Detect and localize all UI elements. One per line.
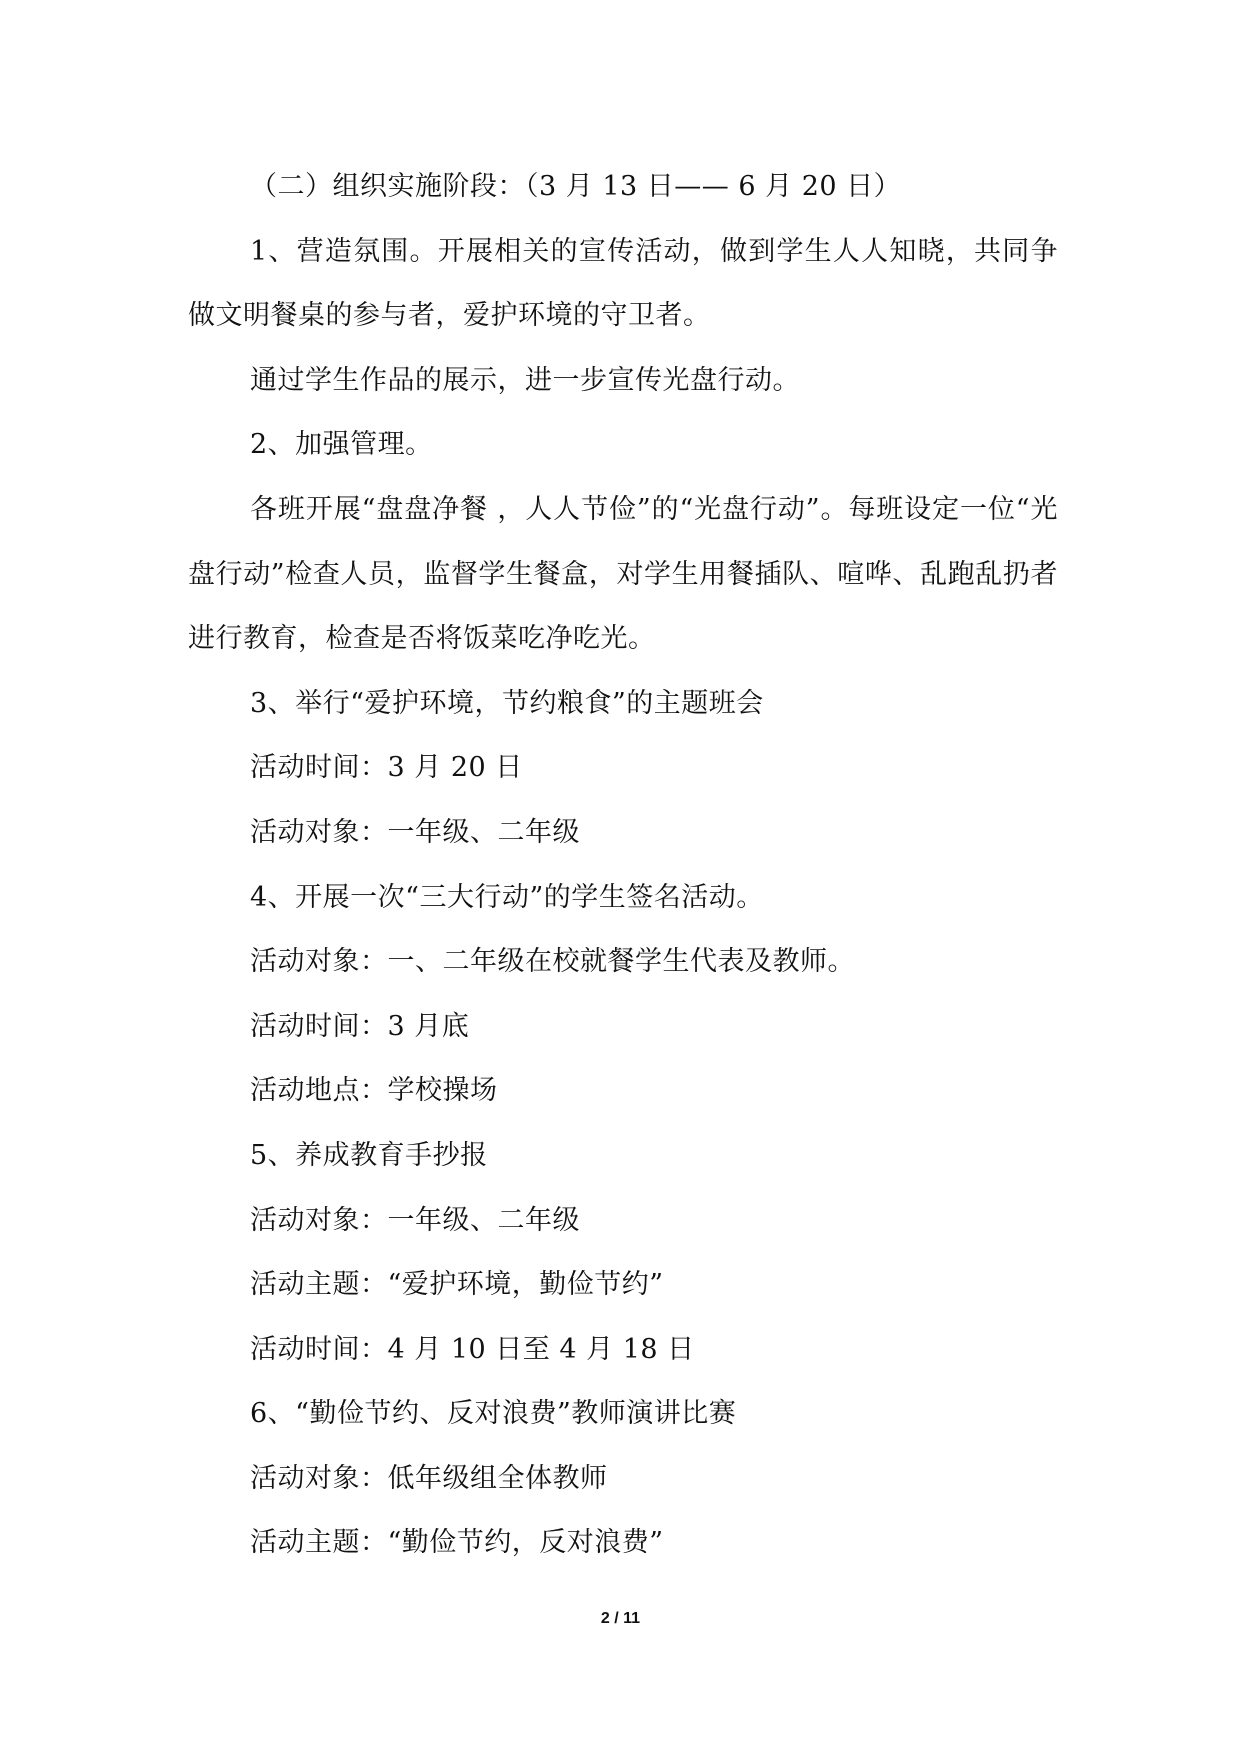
page-number: 2 / 11 (600, 1610, 641, 1627)
item-5-handwritten-newspaper: 5、养成教育手抄报 (250, 1139, 488, 1171)
activity-time-line: 活动时间：3 月底 (250, 1010, 470, 1042)
paragraph-student-works: 通过学生作品的展示，进一步宣传光盘行动。 (250, 364, 800, 396)
activity-target-line: 活动对象：一年级、二年级 (250, 816, 580, 848)
document-body (188, 155, 1058, 1576)
paragraph-clean-plate-action: 各班开展“盘盘净餐 ，人人节俭”的“光盘行动”。每班设定一位“光盘行动”检查人员，监督学生餐盒，对学生用餐插队、喧哗、乱跑乱扔者进行教育，检查是否将饭菜吃净吃光。 (188, 493, 1058, 655)
activity-theme-line: 活动主题：“勤俭节约，反对浪费” (250, 1527, 664, 1559)
activity-time-line: 活动时间：4 月 10 日至 4 月 18 日 (250, 1333, 695, 1365)
activity-target-line: 活动对象：一、二年级在校就餐学生代表及教师。 (250, 946, 855, 978)
activity-target-line: 活动对象：低年级组全体教师 (250, 1462, 608, 1494)
item-2-management: 2、加强管理。 (250, 429, 433, 461)
item-4-signature-activity: 4、开展一次“三大行动”的学生签名活动。 (250, 881, 764, 913)
activity-theme-line: 活动主题：“爱护环境，勤俭节约” (250, 1269, 664, 1301)
activity-time-line: 活动时间：3 月 20 日 (250, 752, 523, 784)
activity-location-line: 活动地点：学校操场 (250, 1075, 498, 1107)
item-3-class-meeting: 3、举行“爱护环境，节约粮食”的主题班会 (250, 687, 764, 719)
section-heading-implementation-stage: （二）组织实施阶段：（3 月 13 日—— 6 月 20 日） (250, 171, 902, 202)
item-6-speech-contest: 6、“勤俭节约、反对浪费”教师演讲比赛 (250, 1398, 737, 1430)
item-1-atmosphere: 1、营造氛围。开展相关的宣传活动，做到学生人人知晓，共同争做文明餐桌的参与者，爱护环境的守卫者。 (188, 235, 1058, 332)
activity-target-line: 活动对象：一年级、二年级 (250, 1204, 580, 1236)
